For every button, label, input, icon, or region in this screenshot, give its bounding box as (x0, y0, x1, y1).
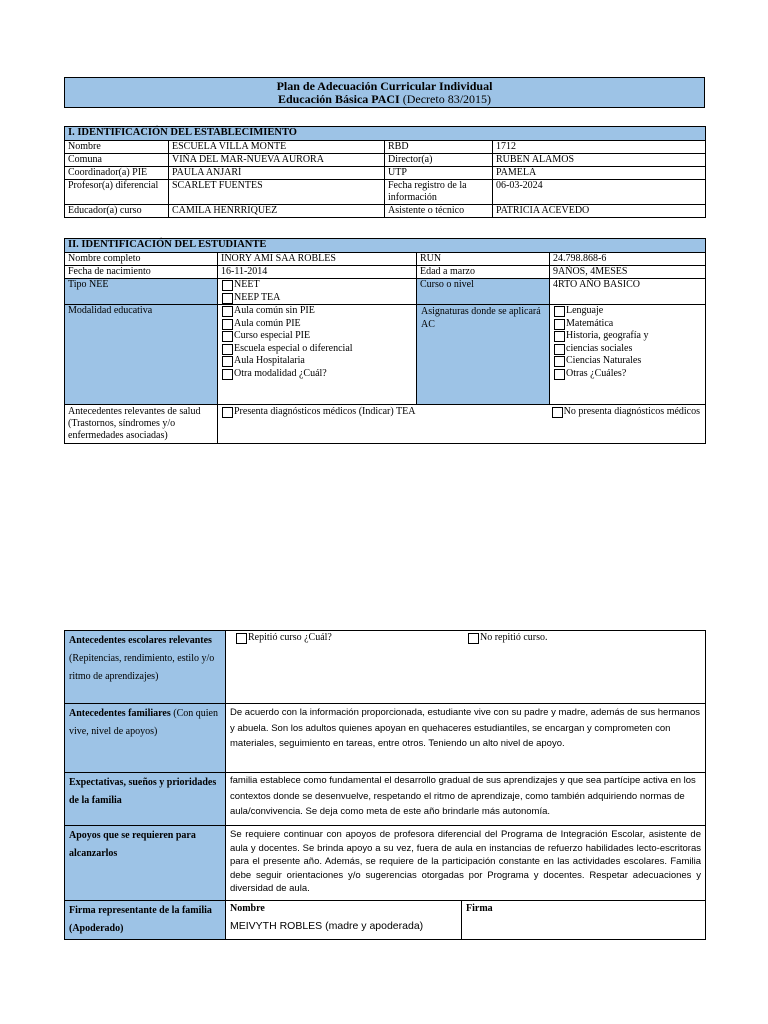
comuna-value[interactable]: VIÑA DEL MAR-NUEVA AURORA (169, 154, 385, 167)
checkbox[interactable] (554, 356, 565, 367)
course-value[interactable]: 4RTO AÑO BASICO (550, 279, 706, 305)
modality-option-label: Otra modalidad ¿Cuál? (234, 367, 327, 379)
health-option-label: No presenta diagnósticos médicos (563, 406, 701, 417)
birth-date-value[interactable]: 16-11-2014 (218, 266, 417, 279)
modality-option[interactable] (222, 330, 413, 343)
modality-option-label: Aula común PIE (234, 317, 301, 329)
document-title-box (64, 77, 705, 108)
director-label: Director(a) (385, 154, 493, 167)
special-teacher-value[interactable]: SCARLET FUENTES (169, 180, 385, 205)
nee-option-neep[interactable] (222, 292, 413, 305)
subject-option[interactable] (554, 305, 702, 318)
subject-option-label: ciencias sociales (566, 342, 633, 354)
run-label: RUN (417, 253, 550, 266)
guardian-name-cell[interactable] (226, 901, 462, 940)
family-expectations-label-text: Expectativas, sueños y prioridades de la familia (69, 777, 217, 806)
nee-option-label: NEEP TEA (234, 291, 281, 303)
guardian-name-heading: Nombre (230, 903, 265, 914)
checkbox[interactable] (554, 369, 565, 380)
student-name-value[interactable]: INORY AMI SAA ROBLES (218, 253, 417, 266)
health-history-label: Antecedentes relevantes de salud (Trastornos, síndromes y/o enfermedades asociadas) (65, 405, 218, 444)
modality-options (218, 305, 417, 405)
checkbox[interactable] (222, 356, 233, 367)
school-name-value[interactable]: ESCUELA VILLA MONTE (169, 141, 385, 154)
pie-coordinator-value[interactable]: PAULA ANJARÍ (169, 167, 385, 180)
checkbox[interactable] (468, 633, 479, 644)
special-teacher-label: Profesor(a) diferencial (65, 180, 169, 205)
family-signature-label (65, 901, 226, 940)
guardian-signature-heading: Firma (466, 903, 493, 914)
student-name-label: Nombre completo (65, 253, 218, 266)
checkbox[interactable] (554, 306, 565, 317)
family-signature-label-text: Firma representante de la familia (Apoderado) (69, 905, 212, 934)
run-value[interactable]: 24.798.868-6 (550, 253, 706, 266)
modality-label: Modalidad educativa (65, 305, 218, 405)
modality-option-label: Curso especial PIE (234, 330, 311, 341)
subject-option[interactable] (554, 330, 702, 343)
school-name-label: Nombre (65, 141, 169, 154)
subject-option[interactable] (554, 355, 702, 368)
modality-option-label: Escuela especial o diferencial (234, 342, 353, 354)
required-supports-label (65, 826, 226, 901)
establishment-table (64, 126, 706, 218)
pie-coordinator-label: Coordinador(a) PIE (65, 167, 169, 180)
checkbox[interactable] (222, 407, 233, 418)
class-educator-value[interactable]: CAMILA HENRRIQUEZ (169, 205, 385, 218)
family-history-label-detail: (Con quien vive, nivel de apoyos) (69, 708, 218, 737)
repeated-grade-option[interactable] (236, 632, 468, 645)
subject-option-label: Otras ¿Cuáles? (566, 367, 627, 379)
modality-option[interactable] (222, 343, 413, 356)
age-label: Edad a marzo (417, 266, 550, 279)
course-label: Curso o nivel (417, 279, 550, 305)
subject-option[interactable] (554, 318, 702, 331)
health-option-presents[interactable] (222, 406, 415, 419)
utp-value[interactable]: PAMELA (493, 167, 706, 180)
nee-option-label: NEET (234, 279, 260, 290)
subject-option-label: Matemática (566, 317, 614, 329)
title-line-1: Plan de Adecuación Curricular Individual (276, 79, 493, 93)
school-history-options (226, 631, 706, 704)
student-section-header: II. IDENTIFICACIÓN DEL ESTUDIANTE (65, 239, 706, 253)
family-history-text[interactable]: De acuerdo con la información proporcionada, estudiante vive con su padre y madre, además de sus hermanos y abuela. Son los adultos quienes apoyan en quehaceres estudiantiles, se encargan y comprometen con materiales, seguimiento en tareas, entre otros. Teniendo un alto nivel de apoyo. (226, 704, 706, 773)
modality-option[interactable] (222, 355, 413, 368)
nee-type-label: Tipo NEE (65, 279, 218, 305)
background-table (64, 630, 706, 940)
checkbox[interactable] (554, 344, 565, 355)
title-line-2: Educación Básica PACI (277, 92, 400, 106)
health-option-not-presents[interactable] (552, 406, 700, 419)
utp-label: UTP (385, 167, 493, 180)
class-educator-label: Educador(a) curso (65, 205, 169, 218)
checkbox[interactable] (554, 319, 565, 330)
checkbox[interactable] (222, 319, 233, 330)
age-value[interactable]: 9AÑOS, 4MESES (550, 266, 706, 279)
checkbox[interactable] (222, 344, 233, 355)
student-table (64, 238, 706, 444)
school-history-label-bold: Antecedentes escolares relevantes (69, 635, 212, 646)
checkbox[interactable] (222, 293, 233, 304)
subject-option[interactable] (554, 368, 702, 381)
checkbox[interactable] (552, 407, 563, 418)
school-history-label-detail: (Repitencias, rendimiento, estilo y/o ritmo de aprendizajes) (69, 653, 215, 682)
subjects-label: Asignaturas donde se aplicará AC (417, 305, 550, 405)
checkbox[interactable] (222, 306, 233, 317)
required-supports-label-text: Apoyos que se requieren para alcanzarlos (69, 830, 196, 859)
school-history-label (65, 631, 226, 704)
guardian-name-value[interactable]: MEIVYTH ROBLES (madre y apoderada) (230, 920, 424, 932)
subject-option-label: Historia, geografía y (566, 330, 649, 341)
comuna-label: Comuna (65, 154, 169, 167)
modality-option[interactable] (222, 368, 413, 381)
nee-options (218, 279, 417, 305)
subjects-options (550, 305, 706, 405)
health-option-label: Presenta diagnósticos médicos (Indicar) TEA (234, 406, 416, 417)
guardian-signature-cell[interactable] (462, 901, 706, 940)
registration-date-label: Fecha registro de la información (385, 180, 493, 205)
checkbox[interactable] (222, 280, 233, 291)
modality-option[interactable] (222, 305, 413, 318)
assistant-value[interactable]: PATRICIA ACEVEDO (493, 205, 706, 218)
registration-date-value[interactable]: 06-03-2024 (493, 180, 706, 205)
not-repeated-grade-label: No repitió curso. (480, 632, 548, 643)
rbd-value[interactable]: 1712 (493, 141, 706, 154)
rbd-label: RBD (385, 141, 493, 154)
checkbox[interactable] (222, 331, 233, 342)
checkbox[interactable] (222, 369, 233, 380)
checkbox[interactable] (554, 331, 565, 342)
birth-date-label: Fecha de nacimiento (65, 266, 218, 279)
establishment-section-header: I. IDENTIFICACIÓN DEL ESTABLECIMIENTO (65, 127, 706, 141)
family-expectations-label (65, 773, 226, 826)
subject-option-label: Ciencias Naturales (566, 355, 642, 366)
document-title (65, 78, 705, 108)
subject-option[interactable] (554, 343, 702, 356)
family-expectations-text[interactable]: familia establece como fundamental el desarrollo gradual de sus aprendizajes y que sea partícipe activa en los contextos donde se desenvuelve, respetando el ritmo de aprendizaje, como también adquiriendo normas de aula/convivencia. Se deja como meta de este año brindarle más autonomía. (226, 773, 706, 826)
family-history-label (65, 704, 226, 773)
required-supports-text[interactable]: Se requiere continuar con apoyos de profesora diferencial del Programa de Integración Escolar, asistente de aula y docentes. Se brinda apoyo a su vez, fuera de aula en instancias de refuerzo habilidades lecto-escritoras para el presente año. Además, se requiere de la participación constante en las actividades escolares. Familia debe seguir orientaciones y/o sugerencias otorgadas por Programa y docentes. Respetar adecuaciones y diversidad de aula. (226, 826, 706, 901)
repeated-grade-label: Repitió curso ¿Cuál? (248, 632, 332, 643)
family-history-label-bold: Antecedentes familiares (69, 708, 171, 719)
not-repeated-grade-option[interactable] (468, 632, 548, 645)
assistant-label: Asistente o técnico (385, 205, 493, 218)
nee-option-neet[interactable] (222, 279, 413, 292)
modality-option-label: Aula común sin PIE (234, 305, 315, 316)
modality-option-label: Aula Hospitalaria (234, 355, 305, 366)
director-value[interactable]: RUBEN ALAMOS (493, 154, 706, 167)
subject-option-label: Lenguaje (566, 305, 604, 316)
checkbox[interactable] (236, 633, 247, 644)
title-line-2-decree: (Decreto 83/2015) (399, 92, 492, 106)
health-history-options (218, 405, 706, 444)
modality-option[interactable] (222, 318, 413, 331)
